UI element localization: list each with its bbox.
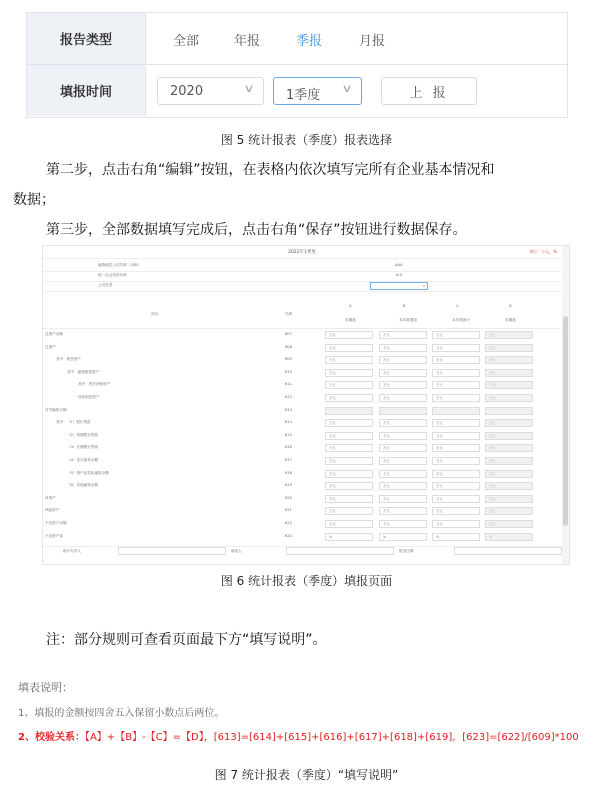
value-input[interactable]: 万元 (379, 470, 427, 478)
row-code: 622 (285, 521, 292, 525)
value-input[interactable]: 万元 (485, 432, 533, 440)
value-input[interactable]: 万元 (325, 369, 373, 377)
column-name-header: 本期数 (345, 318, 356, 322)
row-divider (43, 291, 561, 292)
figure-7-caption: 图 7 统计报表（季度）“填写说明” (214, 768, 399, 782)
row-code: 612 (285, 395, 292, 399)
value-input[interactable]: 万元 (325, 444, 373, 452)
value-input[interactable]: 万元 (379, 394, 427, 402)
value-input[interactable]: % (485, 533, 533, 541)
value-input[interactable]: 万元 (379, 444, 427, 452)
figure-6-caption: 图 6 统计报表（季度）填报页面 (220, 574, 393, 588)
value-input[interactable]: 万元 (325, 331, 373, 339)
column-item-header: 项目 (151, 312, 159, 316)
value-input[interactable]: 万元 (325, 356, 373, 364)
value-input[interactable]: 万元 (379, 482, 427, 490)
report-type-label: 报告类型 (27, 13, 146, 64)
row-label: 其中：（1）银行贷款 (56, 420, 91, 425)
value-input[interactable]: 万元 (325, 344, 373, 352)
company-type-select[interactable] (370, 282, 428, 290)
fill-time-label: 填报时间 (27, 65, 146, 116)
scrollbar[interactable] (562, 246, 569, 564)
info-label: 统一社会信用代码 (98, 273, 127, 277)
footer-input[interactable] (286, 547, 394, 555)
row-code: 607 (285, 332, 292, 336)
row-label: 经营租赁资产 (78, 395, 100, 399)
column-letter-header: C (456, 304, 459, 308)
row-code: 613 (285, 407, 292, 412)
row-label: （2）短期银行贷款 (67, 432, 99, 437)
row-label: 对外融资余额 (45, 407, 67, 412)
value-input[interactable]: 万元 (432, 432, 480, 440)
value-input[interactable]: 万元 (432, 482, 480, 490)
value-input[interactable]: 万元 (379, 419, 427, 427)
value-input[interactable]: 万元 (379, 356, 427, 364)
quarter-value: 1季度 (286, 88, 321, 103)
column-letter-header: A (349, 304, 352, 308)
info-value: 123 (395, 273, 402, 277)
row-code: 619 (285, 483, 292, 488)
step2-line1: 第二步，点击右角“编辑”按钮，在表格内依次填写完所有企业基本情况和 (46, 162, 495, 178)
row-label: 其中：租赁资产 (56, 357, 82, 362)
value-input[interactable]: 万元 (485, 520, 533, 528)
value-input[interactable]: 万元 (432, 507, 480, 515)
validation-rule: 【A】+【B】-【C】=【D】，[613]=[614]+[615]+[616]+[617]+[618]+[619]，[623]=[622]/[609]*100 (84, 732, 579, 743)
value-input[interactable]: 万元 (325, 381, 373, 389)
info-label: 融资租赁公司名称（全称） (98, 263, 142, 267)
value-input[interactable]: 万元 (485, 457, 533, 465)
value-input[interactable]: 万元 (379, 331, 427, 339)
value-input[interactable] (485, 407, 533, 415)
value-input[interactable]: 万元 (325, 432, 373, 440)
value-input[interactable]: 万元 (379, 507, 427, 515)
value-input[interactable]: 万元 (432, 369, 480, 377)
value-input[interactable]: 万元 (485, 381, 533, 389)
value-input[interactable]: 万元 (432, 394, 480, 402)
value-input[interactable]: % (325, 533, 373, 541)
instructions-line1: 1、填报的金额按四舍五入保留小数点后两位。 (18, 708, 225, 719)
value-input[interactable]: 万元 (432, 331, 480, 339)
value-input[interactable]: 万元 (485, 356, 533, 364)
report-type-row (27, 13, 567, 65)
year-select[interactable] (157, 77, 264, 105)
row-code: 617 (285, 458, 292, 462)
value-input[interactable]: 万元 (379, 457, 427, 465)
fill-instructions (10, 675, 579, 755)
value-input[interactable] (432, 407, 480, 415)
value-input[interactable]: 万元 (432, 356, 480, 364)
row-divider (43, 271, 561, 272)
row-divider (43, 258, 561, 259)
value-input[interactable]: 万元 (432, 470, 480, 478)
footer-label: 统计负责人： (63, 549, 85, 554)
info-label: 公司类型 (98, 283, 113, 287)
info-value: AAA (395, 263, 403, 267)
value-input[interactable]: 万元 (379, 344, 427, 352)
footer-input[interactable] (454, 547, 562, 555)
row-code: 615 (285, 432, 292, 437)
step3-text: 第三步，全部数据填写完成后，点击右角“保存”按钮进行数据保存。 (46, 222, 467, 238)
row-label: 其中：融资租赁资产 (67, 369, 100, 374)
tab-quarterly[interactable]: 季报 (296, 34, 323, 49)
row-label: （3）长期银行贷款 (67, 445, 99, 450)
value-input[interactable]: 万元 (379, 432, 427, 440)
instructions-title: 填表说明： (18, 681, 73, 694)
row-label: 不良资产余额 (45, 521, 67, 525)
tab-monthly[interactable]: 月报 (359, 34, 386, 49)
row-code: 614 (285, 420, 292, 425)
year-value: 2020 (170, 84, 204, 99)
value-input[interactable]: 万元 (485, 444, 533, 452)
value-input[interactable]: 万元 (432, 495, 480, 503)
chevron-down-icon: ∨ (422, 284, 425, 288)
row-label: 总资产 (45, 344, 56, 349)
value-input[interactable]: 万元 (432, 444, 480, 452)
figure-5-caption: 图 5 统计报表（季度）报表选择 (220, 133, 393, 147)
form-title: 2022年1季度 (288, 250, 316, 255)
chevron-down-icon: ∨ (341, 82, 353, 95)
column-name-header: 本年度减少 (452, 318, 470, 322)
column-letter-header: B (403, 304, 406, 308)
value-input[interactable]: 万元 (485, 369, 533, 377)
row-label: 风险资产 (45, 508, 60, 513)
value-input[interactable]: 万元 (379, 369, 427, 377)
row-divider (43, 328, 561, 329)
submit-report-button[interactable]: 上 报 (381, 77, 477, 105)
row-code: 618 (285, 470, 292, 475)
column-letter-header: D (509, 304, 512, 308)
value-input[interactable]: % (432, 533, 480, 541)
value-input[interactable]: 万元 (432, 457, 480, 465)
row-label: （4）发行债券余额 (67, 458, 99, 462)
value-input[interactable]: 万元 (432, 419, 480, 427)
column-name-header: 本期数 (505, 318, 516, 322)
value-input[interactable]: 万元 (432, 520, 480, 528)
value-input[interactable]: 万元 (325, 470, 373, 478)
tab-all[interactable]: 全部 (173, 34, 200, 49)
value-input[interactable]: 万元 (432, 381, 480, 389)
scrollbar-thumb[interactable] (563, 316, 568, 526)
instructions-line2 (18, 728, 579, 743)
chevron-down-icon: ∨ (243, 82, 255, 95)
row-code: 616 (285, 445, 292, 450)
row-label: 不良资产率 (45, 533, 63, 538)
value-input[interactable]: 万元 (325, 507, 373, 515)
row-code: 611 (285, 382, 292, 387)
row-code: 610 (285, 369, 292, 374)
value-input[interactable]: 万元 (485, 331, 533, 339)
footer-label: 填表人： (231, 549, 246, 554)
report-selector (26, 12, 568, 118)
row-label: （6）其他融资余额 (67, 483, 99, 488)
row-code: 608 (285, 344, 292, 349)
value-input[interactable]: 万元 (325, 520, 373, 528)
value-input[interactable]: 万元 (432, 344, 480, 352)
value-input[interactable]: 万元 (325, 419, 373, 427)
value-input[interactable]: 万元 (485, 470, 533, 478)
value-input[interactable]: 万元 (485, 419, 533, 427)
value-input[interactable]: 万元 (325, 394, 373, 402)
column-name-header: 本年度增加 (399, 318, 417, 322)
step2-line2: 数据； (13, 192, 55, 208)
row-code: 623 (285, 533, 292, 538)
row-code: 621 (285, 508, 292, 513)
footer-label: 报送日期： (399, 549, 417, 554)
fill-time-row (27, 65, 567, 116)
row-label: 净资产 (45, 495, 56, 500)
row-label: （5）资产证券化融资余额 (67, 470, 109, 475)
value-input[interactable]: 万元 (485, 394, 533, 402)
validation-prefix: 2、校验关系： (18, 732, 85, 743)
value-input[interactable] (325, 407, 373, 415)
row-label: 其中：售后回租资产 (78, 382, 111, 387)
value-input[interactable]: 万元 (379, 381, 427, 389)
value-input[interactable]: 万元 (325, 495, 373, 503)
row-code: 609 (285, 357, 292, 362)
value-input[interactable]: 万元 (379, 520, 427, 528)
value-input[interactable]: 万元 (485, 482, 533, 490)
value-input[interactable] (379, 407, 427, 415)
column-code-header: 代码 (285, 312, 293, 316)
value-input[interactable]: 万元 (485, 344, 533, 352)
tab-annual[interactable]: 年报 (234, 34, 261, 49)
row-divider (43, 281, 561, 282)
note-text: 注：部分规则可查看页面最下方“填写说明”。 (46, 632, 327, 648)
value-input[interactable]: % (379, 533, 427, 541)
value-input[interactable]: 万元 (379, 495, 427, 503)
value-input[interactable]: 万元 (485, 495, 533, 503)
report-form (42, 245, 570, 565)
value-input[interactable]: 万元 (325, 457, 373, 465)
footer-input[interactable] (118, 547, 226, 555)
quarter-select[interactable] (273, 77, 362, 105)
form-unit: 单位：万元，% (529, 249, 557, 254)
row-code: 620 (285, 495, 292, 500)
row-label: 总资产余额 (45, 332, 63, 336)
value-input[interactable]: 万元 (485, 507, 533, 515)
value-input[interactable]: 万元 (325, 482, 373, 490)
